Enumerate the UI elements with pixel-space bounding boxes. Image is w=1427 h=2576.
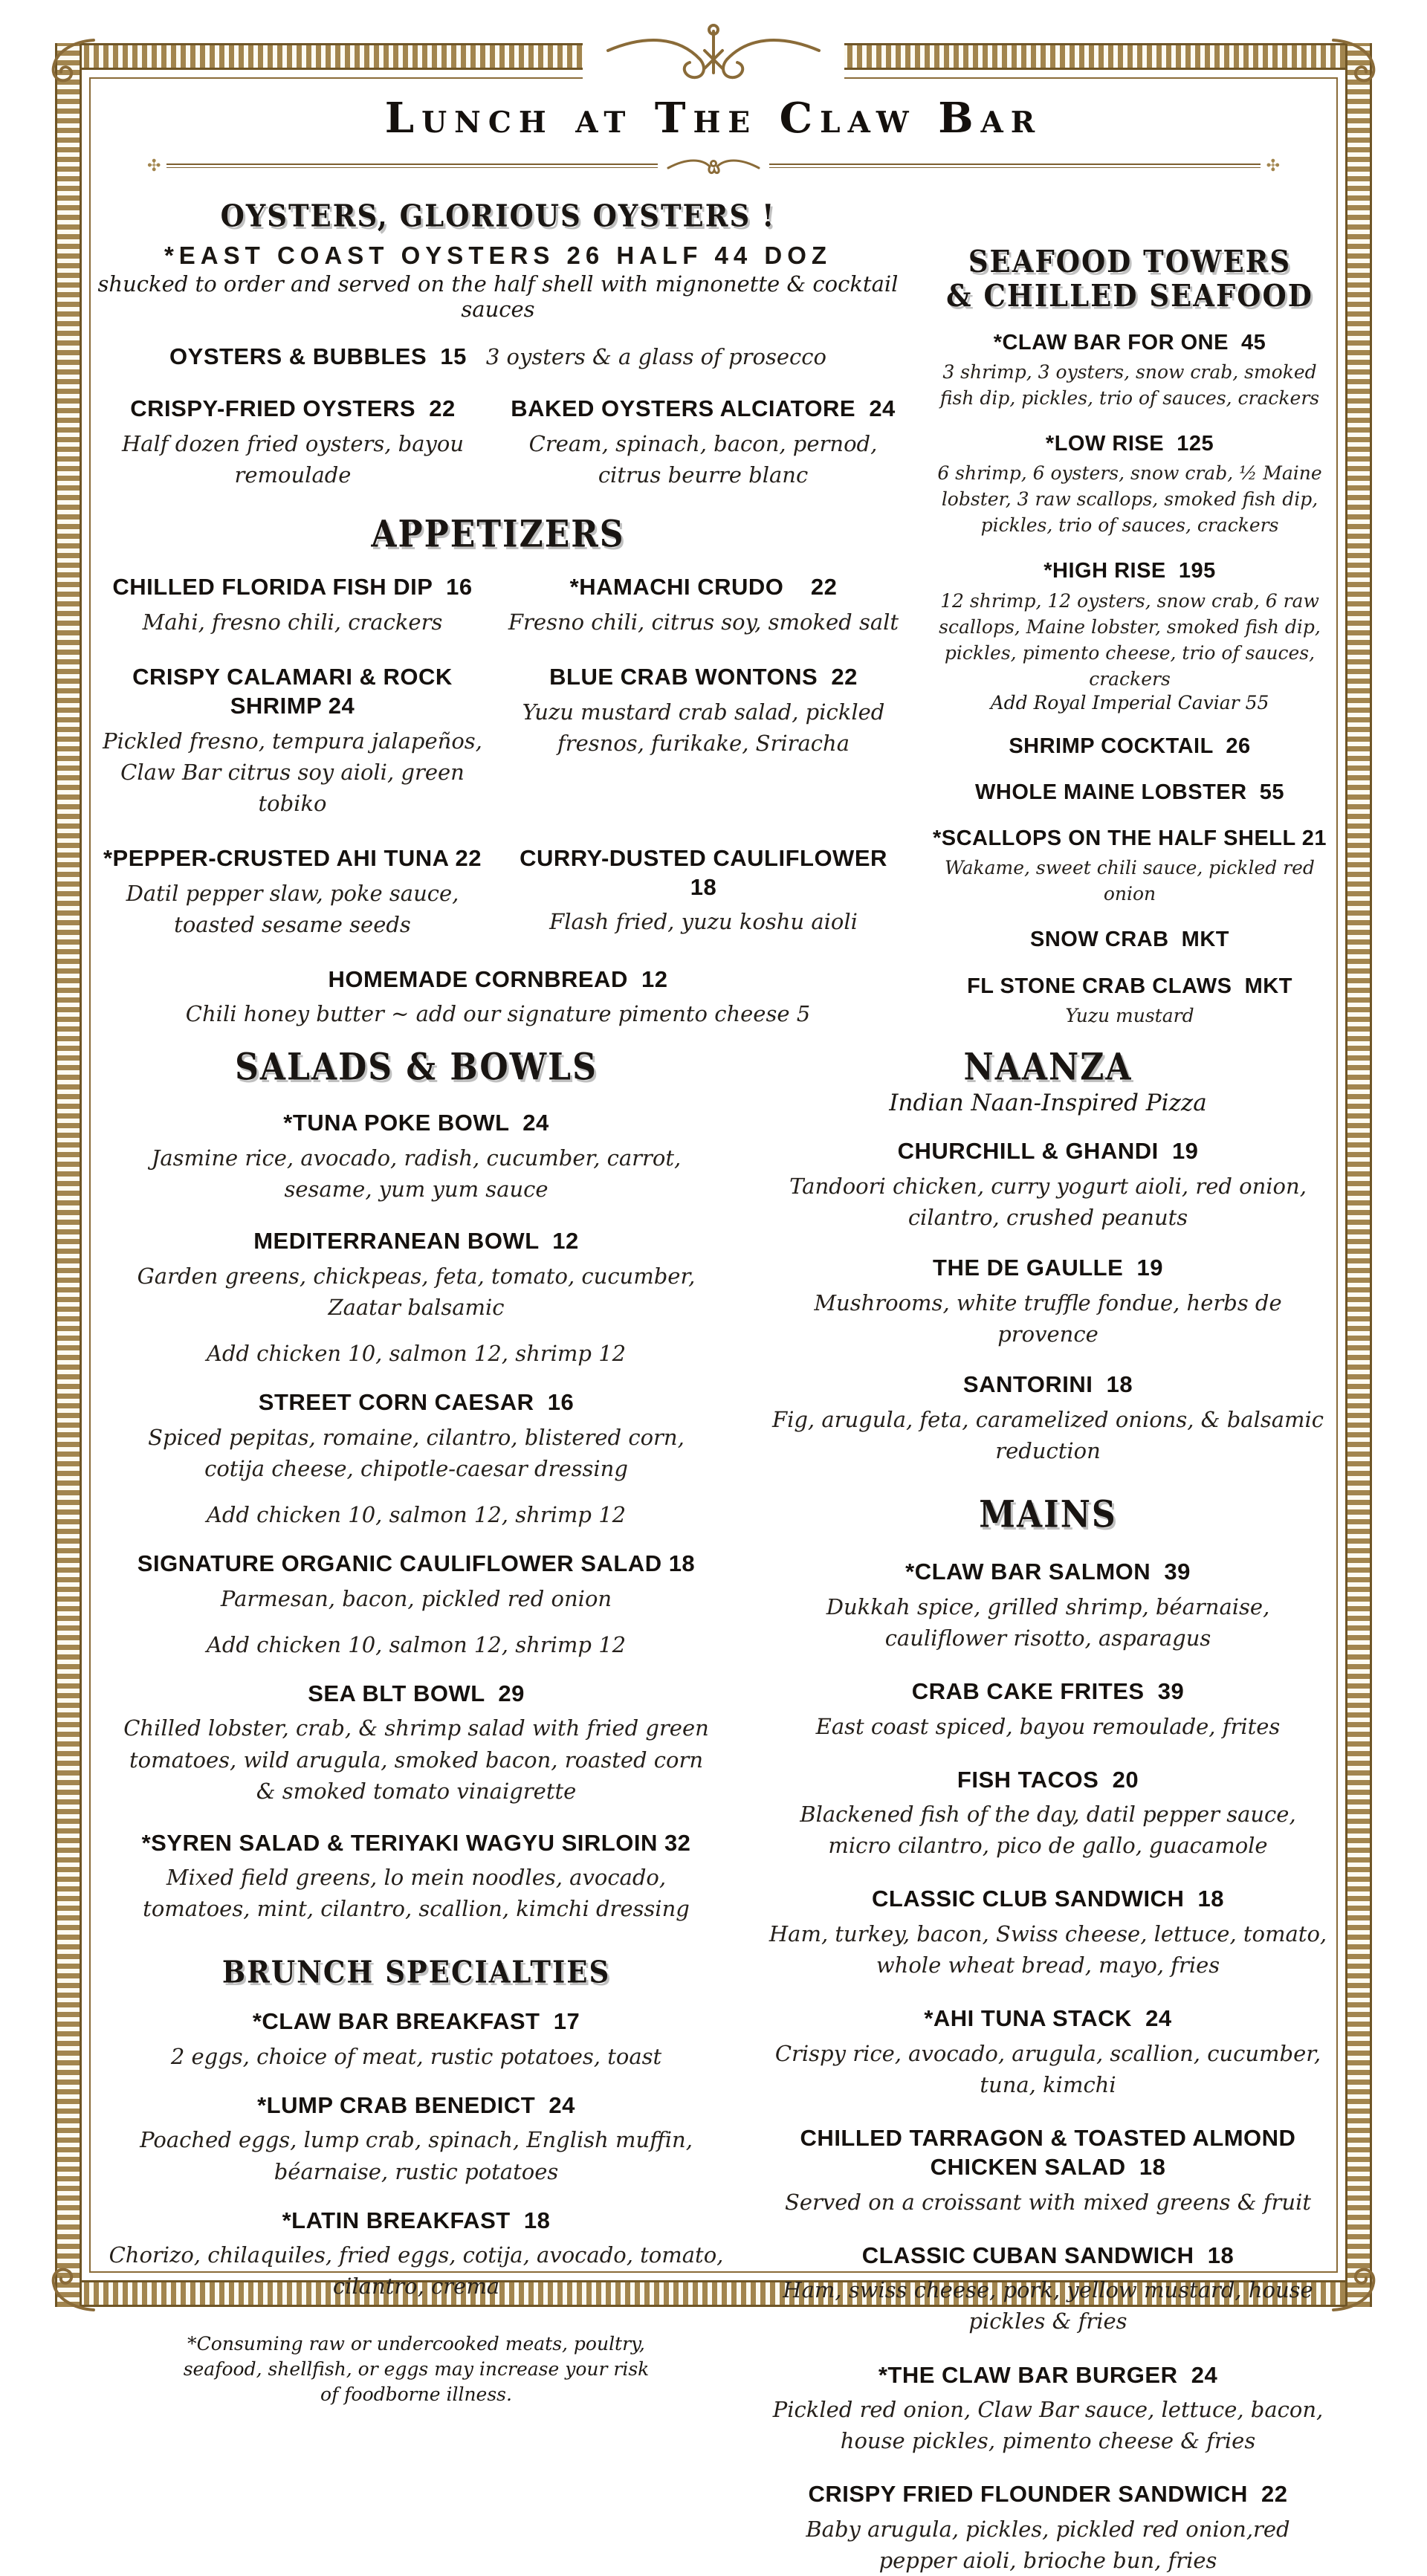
- item-desc: Spiced pepitas, romaine, cilantro, blistered corn, cotija cheese, chipotle-caesar dressing: [148, 1424, 685, 1481]
- item-desc: Mushrooms, white truffle fondue, herbs de provence: [814, 1290, 1282, 1347]
- item-extra: Add Royal Imperial Caviar 55: [990, 691, 1269, 713]
- item-name: CURRY-DUSTED CAULIFLOWER 18: [520, 844, 902, 900]
- item-name: *AHI TUNA STACK 24: [924, 2005, 1172, 2032]
- towers-title: [929, 242, 1330, 314]
- menu-item: [766, 2124, 1330, 2218]
- menu-item: [97, 2207, 736, 2302]
- item-name: FL STONE CRAB CLAWS MKT: [967, 974, 1292, 998]
- menu-item: [97, 1227, 736, 1366]
- corner-scroll-icon: [1330, 2264, 1382, 2316]
- section-appetizers: [97, 514, 902, 1029]
- item-desc: 12 shrimp, 12 oysters, snow crab, 6 raw scallops, Maine lobster, smoked fish dip, pickles, pimento cheese, trio of sauces, crackers: [939, 589, 1321, 690]
- item-name: FISH TACOS 20: [957, 1766, 1139, 1793]
- item-desc: 3 shrimp, 3 oysters, snow crab, smoked fish dip, pickles, trio of sauces, crackers: [939, 361, 1320, 410]
- menu-item: [97, 965, 899, 1030]
- item-name: *CLAW BAR SALMON 39: [905, 1558, 1191, 1585]
- item-desc: Yuzu mustard: [1065, 1004, 1194, 1026]
- menu-item: [97, 341, 899, 372]
- menu-item: [766, 2480, 1330, 2576]
- appetizers-title: APPETIZERS: [371, 514, 625, 557]
- item-desc: Jasmine rice, avocado, radish, cucumber, carrot, sesame, yum yum sauce: [151, 1145, 682, 1203]
- title-divider: [141, 153, 1286, 178]
- corner-scroll-icon: [45, 2264, 97, 2316]
- menu-item: [97, 1109, 736, 1205]
- item-desc: Half dozen fried oysters, bayou remoulade: [121, 431, 465, 488]
- menu-item: [97, 1829, 736, 1925]
- item-name: *HIGH RISE 195: [1043, 559, 1216, 583]
- item-name: SEA BLT BOWL 29: [308, 1680, 525, 1706]
- towers-inner: [929, 242, 1330, 1029]
- item-desc: 3 oysters & a glass of prosecco: [485, 344, 826, 370]
- menu-item: [766, 1885, 1330, 1981]
- item-desc: Cream, spinach, bacon, pernod, citrus beurre blanc: [528, 431, 878, 488]
- upper-columns: [97, 197, 1330, 1029]
- item-desc: Wakame, sweet chili sauce, pickled red onion: [945, 857, 1315, 905]
- item-desc: shucked to order and served on the half shell with mignonette & cocktail sauces: [97, 271, 899, 323]
- menu-item: [507, 395, 899, 491]
- menu-item: [97, 1680, 736, 1807]
- frame-right-band: [1345, 43, 1372, 2307]
- item-desc: Poached eggs, lump crab, spinach, English muffin, béarnaise, rustic potatoes: [140, 2127, 693, 2184]
- menu-item: [929, 926, 1330, 953]
- menu-item: [929, 825, 1330, 907]
- divider-end-icon: ✣: [1266, 156, 1280, 175]
- item-name: SIGNATURE ORGANIC CAULIFLOWER SALAD 18: [137, 1550, 696, 1576]
- item-name: *EAST COAST OYSTERS 26 HALF 44 DOZ: [164, 242, 832, 270]
- menu-item: [929, 733, 1330, 760]
- item-name: *THE CLAW BAR BURGER 24: [878, 2361, 1218, 2388]
- item-name: *PEPPER-CRUSTED AHI TUNA 22: [103, 844, 482, 871]
- naanza-title: NAANZA: [963, 1046, 1133, 1090]
- menu-item: [766, 1254, 1330, 1350]
- naanza-subtitle: Indian Naan-Inspired Pizza: [889, 1090, 1207, 1117]
- item-desc: 2 eggs, choice of meat, rustic potatoes, toast: [170, 2043, 662, 2069]
- consumption-warning: *Consuming raw or undercooked meats, poultry, seafood, shellfish, or eggs may increase your risk of foodborne illness.: [183, 2333, 650, 2405]
- item-name: *TUNA POKE BOWL 24: [283, 1110, 549, 1136]
- menu-item: [929, 779, 1330, 806]
- item-desc: East coast spiced, bayou remoulade, frites: [815, 1713, 1281, 1739]
- section-naanza: [766, 1046, 1330, 1466]
- item-name: *SCALLOPS ON THE HALF SHELL 21: [932, 826, 1327, 851]
- item-addon: Add chicken 10, salmon 12, shrimp 12: [206, 1631, 627, 1657]
- menu-item: [929, 430, 1330, 538]
- menu-item: [508, 573, 899, 638]
- item-name: THE DE GAULLE 19: [933, 1255, 1163, 1281]
- mains-title: MAINS: [979, 1493, 1117, 1536]
- section-seafood-towers: [929, 201, 1330, 1029]
- item-name: STREET CORN CAESAR 16: [258, 1389, 575, 1416]
- oysters-title: OYSTERS, GLORIOUS OYSTERS !: [220, 197, 776, 234]
- menu-item: [766, 2004, 1330, 2100]
- section-mains: [766, 1493, 1330, 2576]
- item-desc: Pickled red onion, Claw Bar sauce, lettuce, bacon, house pickles, pimento cheese & fries: [772, 2397, 1324, 2454]
- item-name: BAKED OYSTERS ALCIATORE 24: [511, 395, 896, 422]
- lower-right-column: [766, 1046, 1330, 2576]
- frame-left-band: [55, 43, 82, 2307]
- item-desc: Garden greens, chickpeas, feta, tomato, cucumber, Zaatar balsamic: [137, 1263, 696, 1321]
- brunch-title: BRUNCH SPECIALTIES: [221, 1953, 611, 1991]
- item-name: CHILLED TARRAGON & TOASTED ALMOND CHICKEN SALAD 18: [800, 2125, 1303, 2180]
- menu-item: [929, 973, 1330, 1029]
- divider-line: [769, 164, 1261, 168]
- item-desc: Fig, arugula, feta, caramelized onions, & balsamic reduction: [771, 1406, 1324, 1463]
- salads-title: SALADS & BOWLS: [235, 1046, 598, 1090]
- item-name: BLUE CRAB WONTONS 22: [549, 664, 858, 690]
- item-name: *LUMP CRAB BENEDICT 24: [257, 2091, 575, 2118]
- item-name: CHURCHILL & GHANDI 19: [897, 1138, 1199, 1165]
- menu-item: [766, 2242, 1330, 2337]
- item-name: *LATIN BREAKFAST 18: [282, 2207, 551, 2233]
- menu-item: [97, 242, 899, 322]
- menu-item: [766, 1137, 1330, 1233]
- item-desc: 6 shrimp, 6 oysters, snow crab, ½ Maine lobster, 3 raw scallops, smoked fish dip, pickles, trio of sauces, crackers: [937, 462, 1322, 537]
- menu-item: [508, 844, 902, 940]
- corner-scroll-icon: [1330, 34, 1382, 86]
- menu-content: [97, 83, 1330, 2574]
- menu-item: [97, 2091, 736, 2187]
- item-name: CRISPY FRIED FLOUNDER SANDWICH 22: [808, 2481, 1288, 2508]
- item-desc: Blackened fish of the day, datil pepper sauce, micro cilantro, pico de gallo, guacamole: [800, 1802, 1296, 1859]
- corner-scroll-icon: [45, 34, 97, 86]
- item-desc: Flash fried, yuzu koshu aioli: [549, 909, 858, 935]
- item-name: CRAB CAKE FRITES 39: [911, 1677, 1185, 1704]
- divider-line: [166, 164, 658, 168]
- lower-columns: [97, 1046, 1330, 2576]
- item-desc: Chorizo, chilaquiles, fried eggs, cotija, avocado, tomato, cilantro, crema: [109, 2242, 724, 2300]
- item-desc: Baby arugula, pickles, pickled red onion,red pepper aioli, brioche bun, fries: [806, 2517, 1290, 2574]
- item-name: CLASSIC CLUB SANDWICH 18: [871, 1886, 1225, 1912]
- menu-item: [929, 557, 1330, 713]
- menu-item: [766, 1558, 1330, 1654]
- towers-title-line1: SEAFOOD TOWERS: [968, 242, 1292, 280]
- menu-item: [97, 395, 489, 491]
- menu-item: [766, 2361, 1330, 2457]
- item-desc: Fresno chili, citrus soy, smoked salt: [508, 609, 899, 635]
- menu-item: [929, 329, 1330, 411]
- menu-item: [97, 2007, 736, 2072]
- upper-left-column: [97, 197, 902, 1029]
- oysters-pair: [97, 395, 899, 491]
- item-desc: Pickled fresno, tempura jalapeños, Claw Bar citrus soy aioli, green tobiko: [103, 728, 482, 816]
- towers-title-line2: & CHILLED SEAFOOD: [946, 277, 1313, 314]
- menu-item: [508, 663, 899, 819]
- item-desc: Datil pepper slaw, poke sauce, toasted sesame seeds: [126, 880, 459, 937]
- section-salads-bowls: [97, 1046, 736, 1924]
- item-desc: Parmesan, bacon, pickled red onion: [220, 1585, 612, 1611]
- menu-item: [766, 1370, 1330, 1466]
- divider-end-icon: ✣: [147, 156, 161, 175]
- appetizers-grid: [97, 573, 902, 939]
- lower-left-column: [97, 1046, 736, 2576]
- item-name: OYSTERS & BUBBLES 15: [169, 343, 467, 370]
- menu-item: [97, 1388, 736, 1527]
- item-addon: Add chicken 10, salmon 12, shrimp 12: [206, 1501, 627, 1527]
- item-name: *SYREN SALAD & TERIYAKI WAGYU SIRLOIN 32: [141, 1829, 691, 1856]
- item-desc: Chili honey butter ~ add our signature pimento cheese 5: [185, 1001, 811, 1027]
- item-name: CHILLED FLORIDA FISH DIP 16: [112, 574, 473, 601]
- item-desc: Dukkah spice, grilled shrimp, béarnaise, cauliflower risotto, asparagus: [826, 1593, 1270, 1651]
- item-name: WHOLE MAINE LOBSTER 55: [975, 780, 1284, 804]
- item-desc: Ham, turkey, bacon, Swiss cheese, lettuce, tomato, whole wheat bread, mayo, fries: [768, 1921, 1327, 1978]
- item-name: SANTORINI 18: [962, 1371, 1133, 1398]
- item-desc: Served on a croissant with mixed greens & fruit: [784, 2189, 1311, 2215]
- menu-item: [97, 573, 488, 638]
- item-desc: Chilled lobster, crab, & shrimp salad with fried green tomatoes, wild arugula, smoked bacon, roasted corn & smoked tomato vinaigrette: [123, 1715, 709, 1804]
- item-name: SHRIMP COCKTAIL 26: [1009, 734, 1251, 758]
- item-name: *CLAW BAR FOR ONE 45: [993, 330, 1266, 355]
- divider-scroll-icon: [665, 153, 762, 178]
- item-name: CLASSIC CUBAN SANDWICH 18: [861, 2242, 1235, 2268]
- menu-item: [766, 1766, 1330, 1862]
- item-name: MEDITERRANEAN BOWL 12: [253, 1228, 579, 1255]
- section-oysters: [97, 197, 899, 491]
- item-desc: Tandoori chicken, curry yogurt aioli, red onion, cilantro, crushed peanuts: [789, 1174, 1307, 1231]
- item-desc: Mahi, fresno chili, crackers: [142, 609, 443, 635]
- menu-item: [766, 1677, 1330, 1742]
- item-addon: Add chicken 10, salmon 12, shrimp 12: [206, 1341, 627, 1367]
- item-desc: Yuzu mustard crab salad, pickled fresnos, furikake, Sriracha: [522, 699, 885, 756]
- item-desc: Mixed field greens, lo mein noodles, avocado, tomatoes, mint, cilantro, scallion, kimchi dressing: [143, 1865, 690, 1922]
- item-name: *CLAW BAR BREAKFAST 17: [252, 2007, 580, 2034]
- item-name: CRISPY CALAMARI & ROCK SHRIMP 24: [132, 664, 459, 719]
- item-name: HOMEMADE CORNBREAD 12: [328, 965, 668, 992]
- item-desc: Ham, swiss cheese, pork, yellow mustard, house pickles & fries: [783, 2277, 1313, 2334]
- item-name: CRISPY-FRIED OYSTERS 22: [130, 395, 456, 422]
- item-name: *HAMACHI CRUDO 22: [569, 574, 838, 601]
- menu-item: [97, 1550, 736, 1657]
- menu-item: [97, 663, 488, 819]
- menu-item: [97, 844, 488, 940]
- item-desc: Crispy rice, avocado, arugula, scallion, cucumber, tuna, kimchi: [774, 2041, 1321, 2098]
- item-name: SNOW CRAB MKT: [1030, 928, 1229, 952]
- item-name: *LOW RISE 125: [1045, 432, 1214, 456]
- section-brunch: [97, 1953, 736, 2302]
- page-title: Lunch at The Claw Bar: [384, 94, 1043, 143]
